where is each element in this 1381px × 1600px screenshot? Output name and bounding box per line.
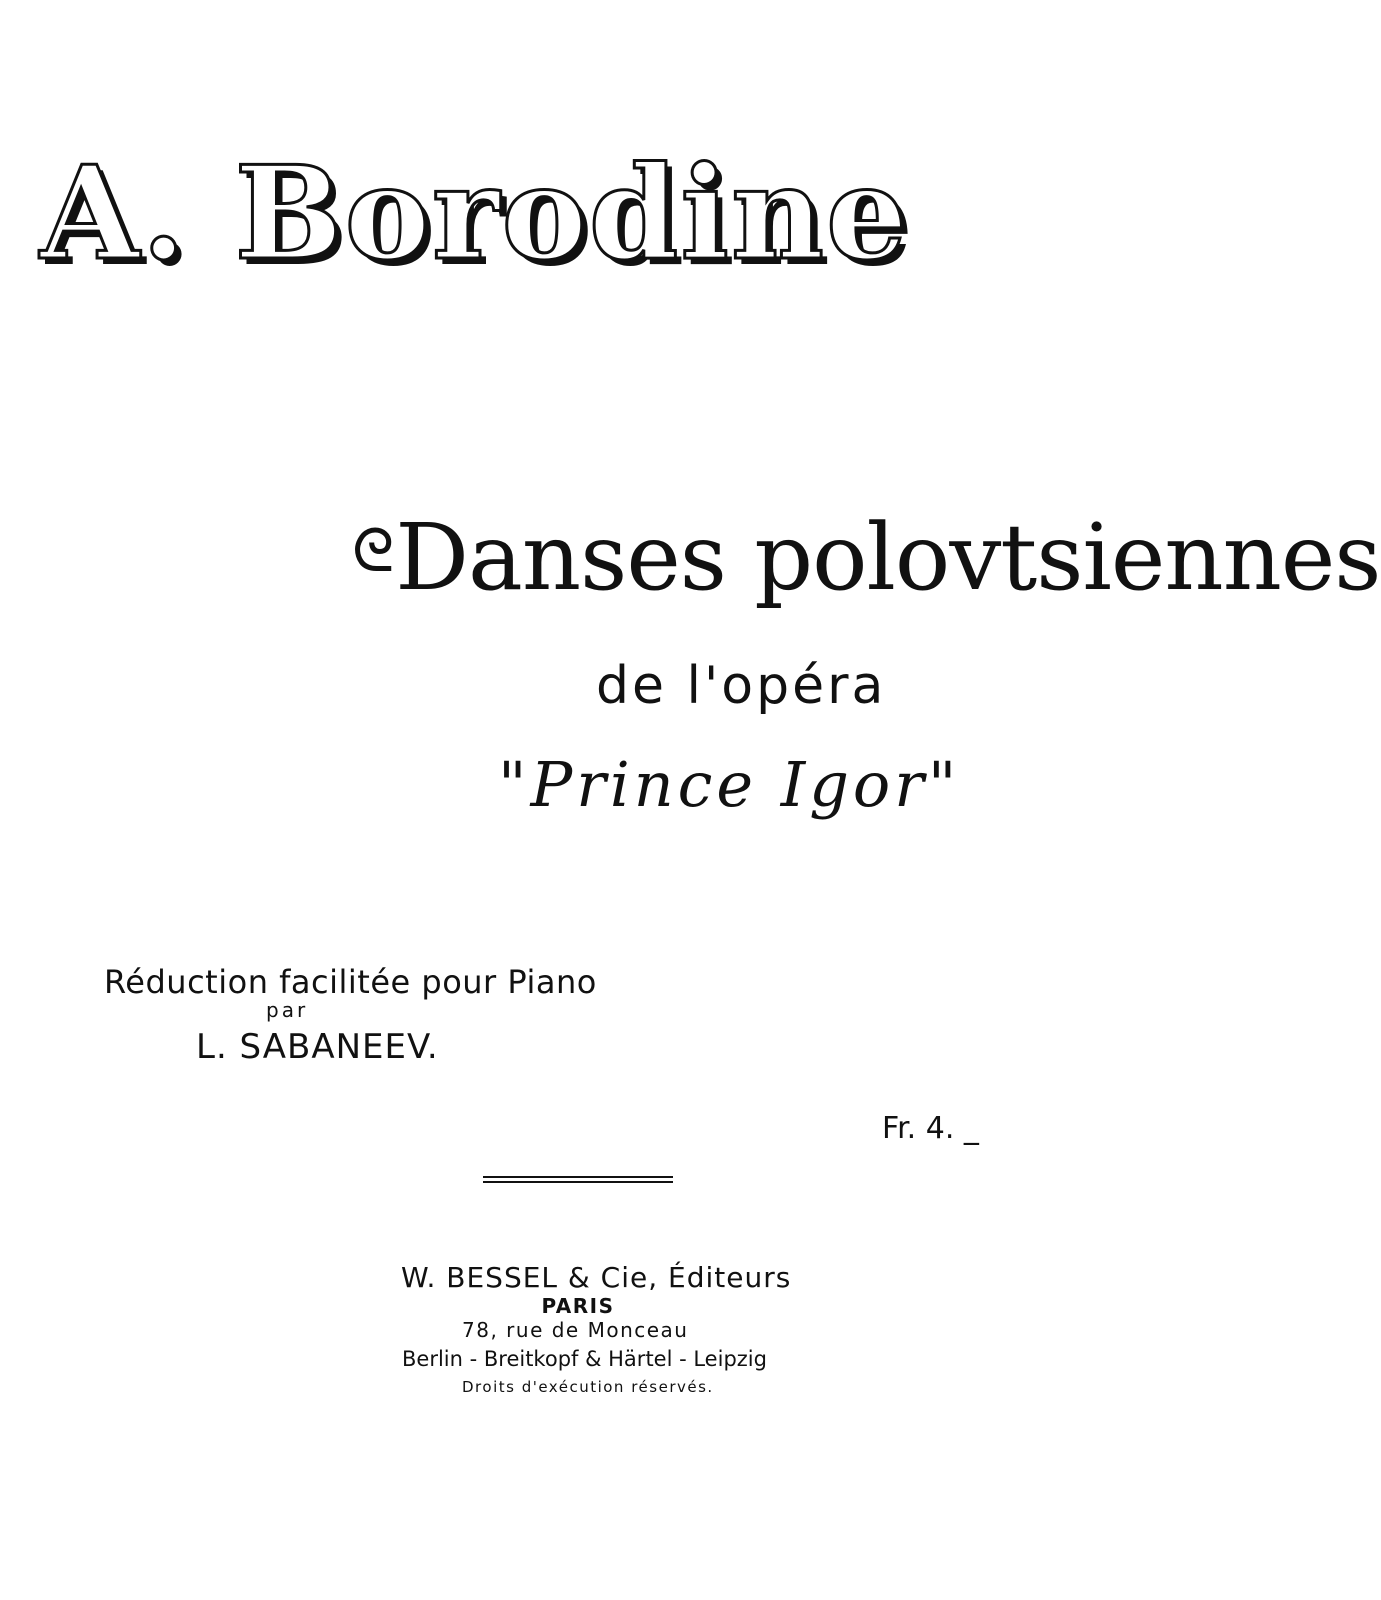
subtitle-prince-igor: "Prince Igor"	[498, 748, 961, 821]
composer-name: A. Borodine	[40, 139, 910, 289]
rights-notice: Droits d'exécution réservés.	[462, 1378, 714, 1396]
divider-rule-top	[483, 1176, 673, 1178]
divider-rule-bottom	[483, 1181, 673, 1183]
work-title-text: Danses polovtsiennes	[395, 504, 1381, 611]
price-label: Fr. 4. _	[882, 1111, 979, 1146]
subtitle-opera: de l'opéra	[596, 656, 887, 716]
publisher-address: 78, rue de Monceau	[462, 1318, 689, 1342]
publisher-city: PARIS	[541, 1294, 615, 1318]
publisher-agents: Berlin - Breitkopf & Härtel - Leipzig	[402, 1347, 767, 1371]
work-title	[352, 504, 1381, 611]
arrangement-par: par	[266, 998, 309, 1022]
arrangement-description: Réduction facilitée pour Piano	[104, 963, 597, 1001]
title-ornament: ᘓ	[352, 516, 394, 586]
arranger-name: L. SABANEEV.	[196, 1027, 439, 1067]
publisher-name: W. BESSEL & Cie, Éditeurs	[401, 1261, 792, 1294]
